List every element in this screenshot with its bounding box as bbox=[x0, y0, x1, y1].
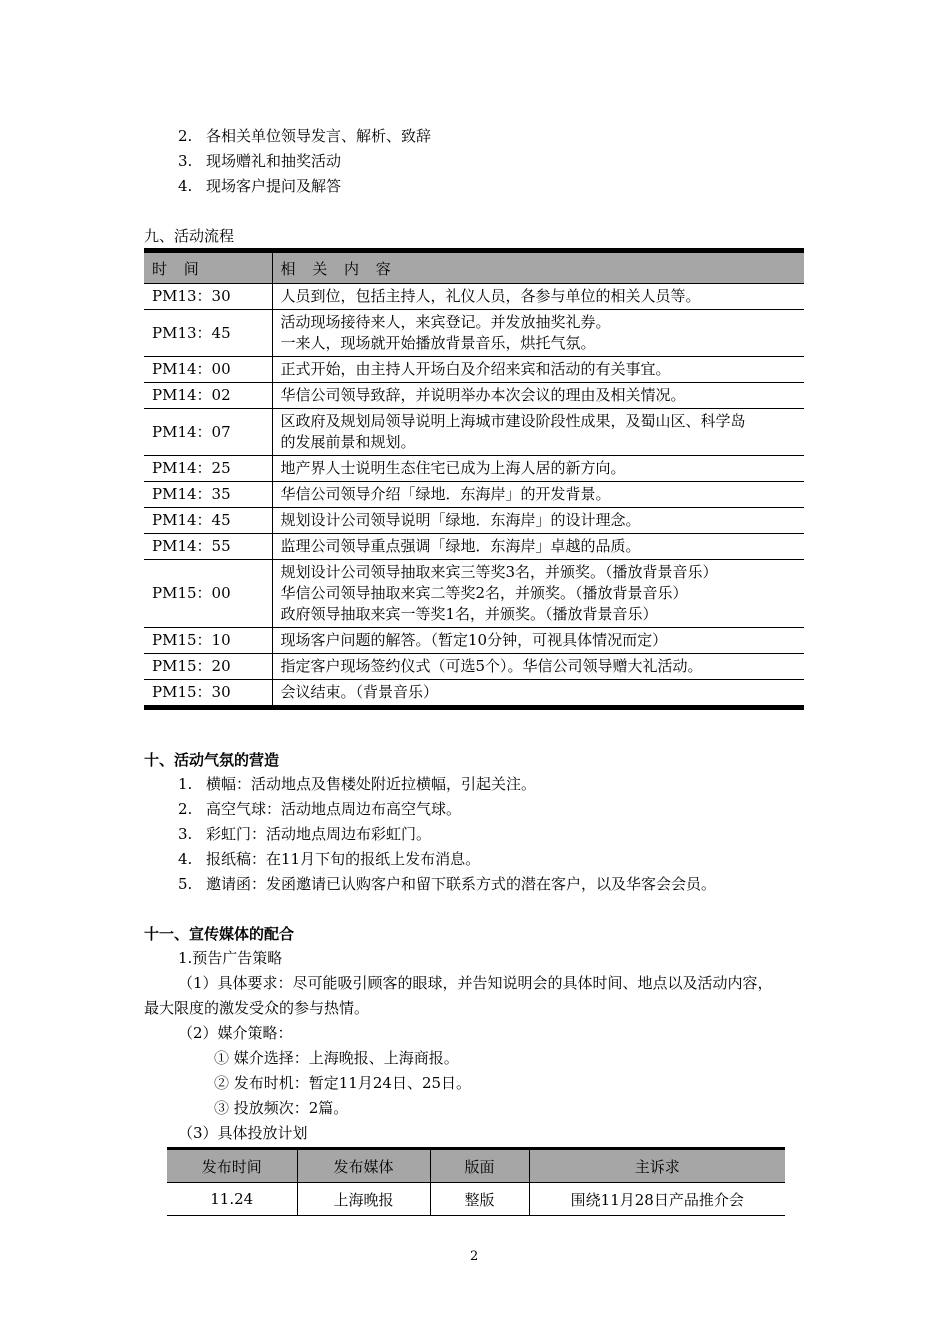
content-line: 的发展前景和规划。 bbox=[280, 433, 416, 451]
content-cell bbox=[272, 409, 804, 456]
requirement-text: （1）具体要求：尽可能吸引顾客的眼球，并告知说明会的具体时间、地点以及活动内容， bbox=[178, 974, 773, 992]
content-line: 政府领导抽取来宾一等奖1名，并颁奖。（播放背景音乐） bbox=[280, 605, 658, 623]
content-cell bbox=[272, 654, 804, 680]
column-header-content: 相 关 内 容 bbox=[272, 251, 804, 284]
content-line: 监理公司领导重点强调「绿地．东海岸」卓越的品质。 bbox=[280, 537, 641, 555]
time-cell: PM14：07 bbox=[144, 409, 272, 456]
content-cell bbox=[272, 680, 804, 708]
content-cell bbox=[272, 284, 804, 310]
content-line: 地产界人士说明生态住宅已成为上海人居的新方向。 bbox=[280, 459, 626, 477]
media-strategy-item: ① 媒介选择：上海晚报、上海商报。 bbox=[214, 1049, 459, 1067]
list-number: 3. bbox=[178, 825, 193, 843]
list-text: 各相关单位领导发言、解析、致辞 bbox=[206, 127, 432, 145]
time-cell: PM15：30 bbox=[144, 680, 272, 708]
time-cell: PM13：45 bbox=[144, 310, 272, 357]
content-cell bbox=[272, 560, 804, 628]
table-row bbox=[167, 1183, 785, 1216]
content-line: 区政府及规划局领导说明上海城市建设阶段性成果，及蜀山区、科学岛 bbox=[280, 412, 746, 430]
time-cell: PM14：35 bbox=[144, 482, 272, 508]
table-cell: 围绕11月28日产品推介会 bbox=[529, 1183, 785, 1216]
table-row bbox=[144, 654, 804, 680]
intro-list-item bbox=[178, 126, 431, 146]
table-header-row bbox=[144, 251, 804, 284]
table-row bbox=[144, 383, 804, 409]
media-plan-table bbox=[167, 1147, 785, 1216]
section10-title: 十、活动气氛的营造 bbox=[144, 751, 280, 769]
content-cell bbox=[272, 310, 804, 357]
time-cell: PM14：45 bbox=[144, 508, 272, 534]
content-line: 活动现场接待来人，来宾登记。并发放抽奖礼券。 bbox=[280, 313, 611, 331]
content-cell bbox=[272, 508, 804, 534]
content-line: 现场客户问题的解答。（暂定10分钟，可视具体情况而定） bbox=[280, 631, 668, 649]
list-number: 4. bbox=[178, 850, 193, 868]
content-line: 正式开始，由主持人开场白及介绍来宾和活动的有关事宜。 bbox=[280, 360, 671, 378]
content-line: 规划设计公司领导抽取来宾三等奖3名，并颁奖。（播放背景音乐） bbox=[280, 563, 718, 581]
plan-title: （3）具体投放计划 bbox=[178, 1124, 308, 1142]
table-row bbox=[144, 357, 804, 383]
column-header: 发布媒体 bbox=[297, 1149, 430, 1183]
media-strategy-item: ② 发布时机：暂定11月24日、25日。 bbox=[214, 1074, 472, 1092]
subsection-title: 1.预告广告策略 bbox=[178, 949, 283, 967]
list-text: 现场客户提问及解答 bbox=[206, 177, 342, 195]
table-cell: 整版 bbox=[430, 1183, 529, 1216]
requirement-text-continued: 最大限度的激发受众的参与热情。 bbox=[144, 999, 370, 1017]
time-cell: PM14：25 bbox=[144, 456, 272, 482]
atmosphere-list-item bbox=[178, 774, 536, 794]
content-line: 会议结束。（背景音乐） bbox=[280, 683, 439, 701]
time-cell: PM15：00 bbox=[144, 560, 272, 628]
table-row bbox=[144, 482, 804, 508]
column-header-time: 时 间 bbox=[144, 251, 272, 284]
table-row bbox=[144, 680, 804, 708]
column-header: 主诉求 bbox=[529, 1149, 785, 1183]
time-cell: PM14：02 bbox=[144, 383, 272, 409]
media-strategy-item: ③ 投放频次：2篇。 bbox=[214, 1099, 349, 1117]
list-text: 报纸稿：在11月下旬的报纸上发布消息。 bbox=[206, 850, 481, 868]
content-line: 一来人，现场就开始播放背景音乐，烘托气氛。 bbox=[280, 334, 596, 352]
list-text: 高空气球：活动地点周边布高空气球。 bbox=[206, 800, 462, 818]
list-number: 5. bbox=[178, 875, 193, 893]
content-cell bbox=[272, 357, 804, 383]
column-header: 版面 bbox=[430, 1149, 529, 1183]
table-cell: 11.24 bbox=[167, 1183, 297, 1216]
table-row bbox=[144, 409, 804, 456]
list-text: 现场赠礼和抽奖活动 bbox=[206, 152, 342, 170]
time-cell: PM15：10 bbox=[144, 628, 272, 654]
content-cell bbox=[272, 534, 804, 560]
list-text: 邀请函：发函邀请已认购客户和留下联系方式的潜在客户，以及华客会会员。 bbox=[206, 875, 717, 893]
content-line: 华信公司领导介绍「绿地．东海岸」的开发背景。 bbox=[280, 485, 611, 503]
list-number: 2. bbox=[178, 127, 193, 145]
schedule-table bbox=[144, 248, 804, 710]
time-cell: PM14：00 bbox=[144, 357, 272, 383]
table-row bbox=[144, 534, 804, 560]
section9-title: 九、活动流程 bbox=[144, 227, 235, 245]
list-number: 2. bbox=[178, 800, 193, 818]
table-row bbox=[144, 628, 804, 654]
content-line: 华信公司领导抽取来宾二等奖2名，并颁奖。（播放背景音乐） bbox=[280, 584, 688, 602]
list-text: 横幅：活动地点及售楼处附近拉横幅，引起关注。 bbox=[206, 775, 537, 793]
list-number: 1. bbox=[178, 775, 193, 793]
table-row bbox=[144, 508, 804, 534]
time-cell: PM13：30 bbox=[144, 284, 272, 310]
list-number: 4. bbox=[178, 177, 193, 195]
intro-list-item bbox=[178, 151, 341, 171]
list-number: 3. bbox=[178, 152, 193, 170]
time-cell: PM14：55 bbox=[144, 534, 272, 560]
content-cell bbox=[272, 628, 804, 654]
atmosphere-list-item bbox=[178, 849, 480, 869]
atmosphere-list-item bbox=[178, 799, 461, 819]
content-cell bbox=[272, 383, 804, 409]
content-line: 人员到位，包括主持人，礼仪人员，各参与单位的相关人员等。 bbox=[280, 287, 701, 305]
page-number: 2 bbox=[470, 1249, 479, 1264]
table-header-row bbox=[167, 1149, 785, 1183]
table-row bbox=[144, 284, 804, 310]
table-cell: 上海晚报 bbox=[297, 1183, 430, 1216]
time-cell: PM15：20 bbox=[144, 654, 272, 680]
media-strategy-title: （2）媒介策略： bbox=[178, 1024, 293, 1042]
table-row bbox=[144, 310, 804, 357]
atmosphere-list-item bbox=[178, 824, 431, 844]
content-line: 华信公司领导致辞，并说明举办本次会议的理由及相关情况。 bbox=[280, 386, 686, 404]
content-cell bbox=[272, 482, 804, 508]
content-line: 规划设计公司领导说明「绿地．东海岸」的设计理念。 bbox=[280, 511, 641, 529]
table-row bbox=[144, 560, 804, 628]
content-cell bbox=[272, 456, 804, 482]
column-header: 发布时间 bbox=[167, 1149, 297, 1183]
atmosphere-list-item bbox=[178, 874, 716, 894]
section11-title: 十一、宣传媒体的配合 bbox=[144, 925, 295, 943]
intro-list-item bbox=[178, 176, 341, 196]
content-line: 指定客户现场签约仪式（可选5个）。华信公司领导赠大礼活动。 bbox=[280, 657, 703, 675]
table-row bbox=[144, 456, 804, 482]
list-text: 彩虹门：活动地点周边布彩虹门。 bbox=[206, 825, 432, 843]
